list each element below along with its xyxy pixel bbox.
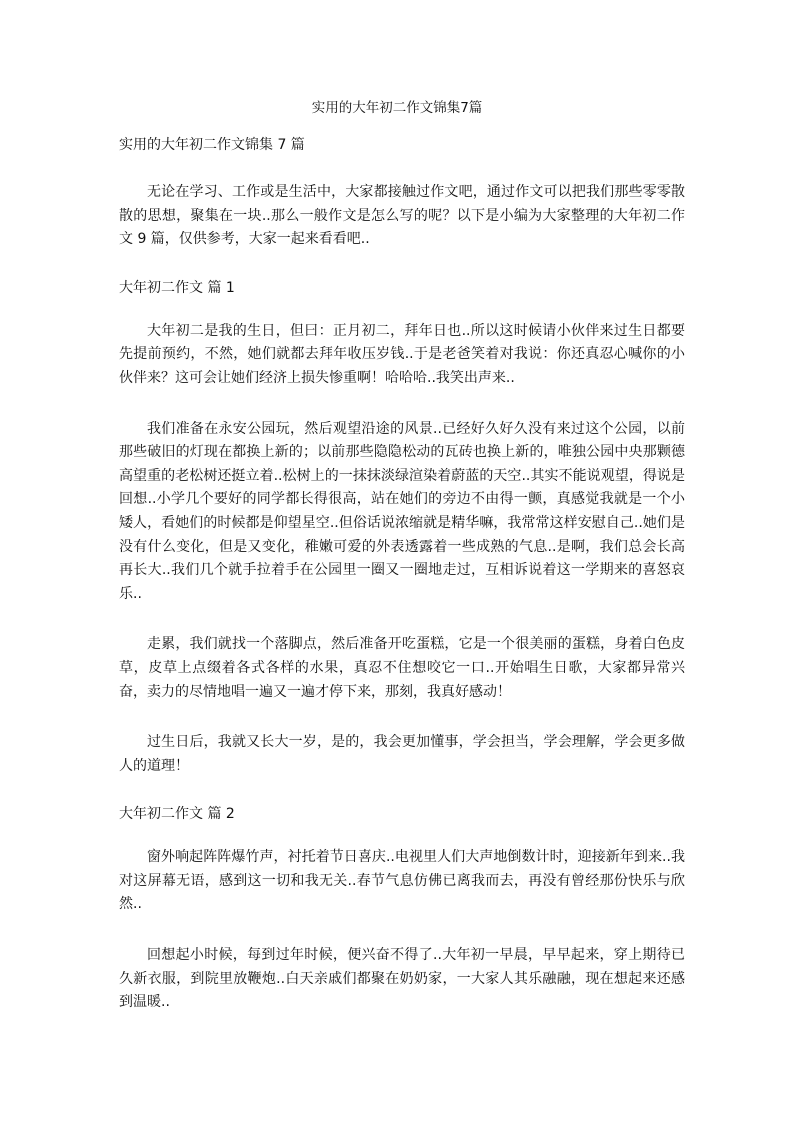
section-heading-1: 大年初二作文 篇 1 — [119, 279, 235, 296]
section-2-paragraph-2: 回想起小时候，每到过年时候，便兴奋不得了..大年初一早晨，早早起来，穿上期待已久新衣服，到院里放鞭炮..白天亲戚们都聚在奶奶家，一大家人其乐融融，现在想起来还感到温暖.. — [119, 947, 685, 1011]
section-heading-2: 大年初二作文 篇 2 — [119, 806, 235, 823]
document-subtitle: 实用的大年初二作文锦集 7 篇 — [119, 137, 305, 153]
section-1-paragraph-3: 走累，我们就找一个落脚点，然后准备开吃蛋糕，它是一个很美丽的蛋糕，身着白色皮草，皮草上点缀着各式各样的水果，真忍不住想咬它一口..开始唱生日歌，大家都异常兴奋，卖力的尽情地唱一遍又一遍才停下来，那刻，我真好感动！ — [119, 636, 685, 700]
section-1-paragraph-4: 过生日后，我就又长大一岁，是的，我会更加懂事，学会担当，学会理解，学会更多做人的道理！ — [119, 734, 685, 774]
intro-paragraph: 无论在学习、工作或是生活中，大家都接触过作文吧，通过作文可以把我们那些零零散散的思想，聚集在一块..那么一般作文是怎么写的呢？以下是小编为大家整理的大年初二作文 9 篇，仅供参考，大家一起来看看吧.. — [119, 184, 685, 248]
document-title: 实用的大年初二作文锦集7篇 — [311, 100, 483, 116]
section-1-paragraph-1: 大年初二是我的生日，但曰：正月初二，拜年日也..所以这时候请小伙伴来过生日都要先提前预约，不然，她们就都去拜年收压岁钱..于是老爸笑着对我说：你还真忍心喊你的小伙伴来？这可会让她们经济上损失惨重啊！哈哈哈..我笑出声来.. — [119, 322, 685, 386]
section-2-paragraph-1: 窗外响起阵阵爆竹声，衬托着节日喜庆..电视里人们大声地倒数计时，迎接新年到来..我对这屏幕无语，感到这一切和我无关..春节气息仿佛已离我而去，再没有曾经那份快乐与欣然.. — [119, 849, 685, 913]
section-1-paragraph-2: 我们准备在永安公园玩，然后观望沿途的风景..已经好久好久没有来过这个公园，以前那些破旧的灯现在都换上新的；以前那些隐隐松动的瓦砖也换上新的，唯独公园中央那颗德高望重的老松树还挺立着..松树上的一抹抹淡绿渲染着蔚蓝的天空..其实不能说观望，得说是回想..小学几个要好的同学都长得很高，站在她们的旁边不由得一颤，真感觉我就是一个小矮人，看她们的时候都是仰望星空..但俗话说浓缩就是精华嘛，我常常这样安慰自己..她们是没有什么变化，但是又变化，稚嫩可爱的外表透露着一些成熟的气息..是啊，我们总会长高再长大..我们几个就手拉着手在公园里一圈又一圈地走过，互相诉说着这一学期来的喜怒哀乐.. — [119, 420, 685, 602]
document-body — [119, 136, 685, 1042]
